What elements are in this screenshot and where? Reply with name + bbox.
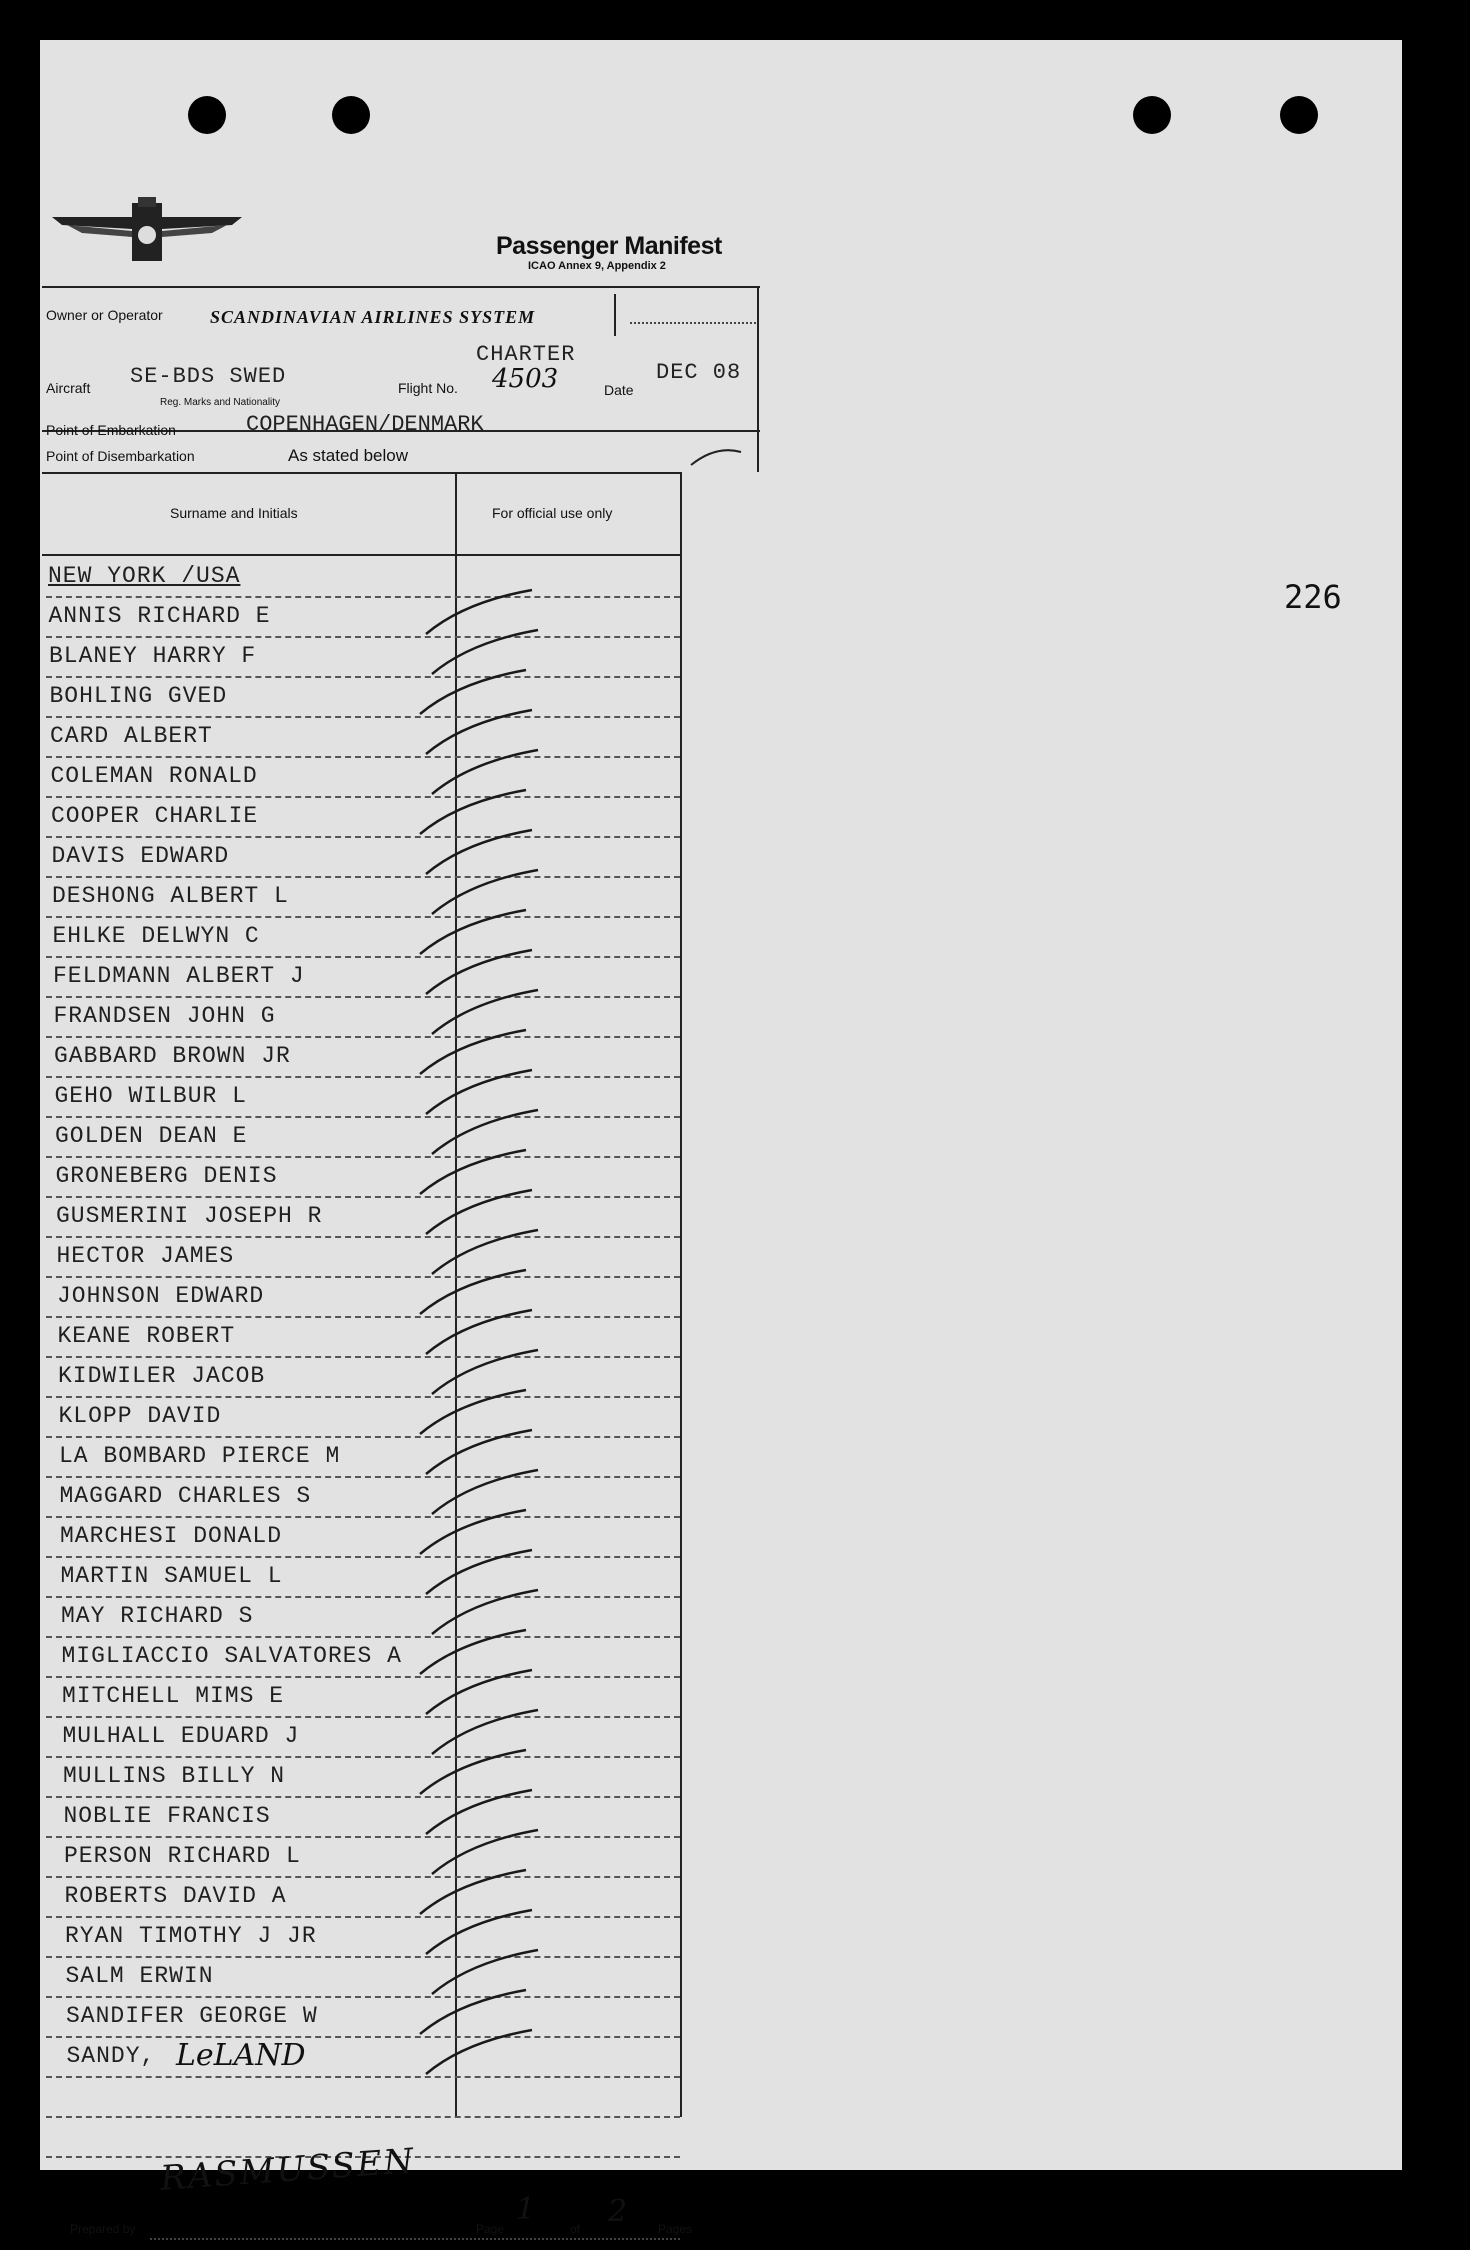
passenger-name: MULLINS BILLY N — [63, 1763, 286, 1789]
airline-wings-logo — [52, 195, 242, 275]
passenger-name: ANNIS RICHARD E — [48, 603, 271, 629]
row-divider — [46, 2036, 680, 2039]
owner-value: SCANDINAVIAN AIRLINES SYSTEM — [210, 307, 536, 327]
passenger-name: CARD ALBERT — [50, 723, 213, 749]
aircraft-label: Aircraft — [46, 380, 91, 396]
row-divider — [46, 1876, 680, 1879]
passenger-name: EHLKE DELWYN C — [52, 923, 260, 949]
passenger-name: MULHALL EDUARD J — [62, 1723, 300, 1749]
disembarkation-value: As stated below — [288, 446, 409, 465]
disembarkation-label: Point of Disembarkation — [46, 448, 195, 464]
aircraft-sublabel: Reg. Marks and Nationality — [160, 397, 281, 408]
punch-hole — [332, 96, 370, 134]
passenger-name: LA BOMBARD PIERCE M — [59, 1443, 341, 1469]
row-divider — [46, 1396, 680, 1399]
row-divider — [46, 1076, 680, 1079]
date-value: DEC 08 — [656, 360, 742, 385]
passenger-name: NEW YORK /USA — [48, 563, 241, 589]
row-divider — [46, 1116, 680, 1119]
passenger-name: BOHLING GVED — [49, 683, 228, 709]
row-divider — [46, 1996, 680, 1999]
divider — [757, 286, 759, 472]
of-value: 2 — [608, 2194, 628, 2229]
row-divider — [46, 1356, 680, 1359]
pages-label: Pages — [658, 2222, 693, 2236]
row-divider — [46, 1196, 680, 1199]
row-divider — [46, 836, 680, 839]
flight-charter: CHARTER — [476, 342, 576, 367]
passenger-name: DAVIS EDWARD — [51, 843, 230, 869]
handwritten-name: LeLAND — [176, 2038, 306, 2073]
divider — [42, 286, 760, 288]
form-subtitle: ICAO Annex 9, Appendix 2 — [528, 260, 666, 272]
row-divider — [46, 2076, 680, 2079]
passenger-name: GABBARD BROWN JR — [54, 1043, 291, 1069]
row-divider — [46, 1476, 680, 1479]
passenger-name: KLOPP DAVID — [58, 1403, 222, 1429]
row-divider — [46, 1956, 680, 1959]
row-divider — [46, 1036, 680, 1039]
punch-hole — [1280, 96, 1318, 134]
passenger-name: GRONEBERG DENIS — [55, 1163, 278, 1189]
passenger-name: DESHONG ALBERT L — [52, 883, 289, 909]
date-label: Date — [604, 382, 634, 398]
row-divider — [46, 1596, 680, 1599]
passenger-name: SANDIFER GEORGE W — [66, 2003, 318, 2029]
passenger-name: JOHNSON EDWARD — [57, 1283, 265, 1309]
row-divider — [46, 636, 680, 639]
aircraft-value: SE-BDS SWED — [130, 364, 287, 389]
embarkation-value: COPENHAGEN/DENMARK — [246, 412, 484, 437]
passenger-name: FRANDSEN JOHN G — [53, 1003, 276, 1029]
row-divider — [46, 1636, 680, 1639]
owner-label: Owner or Operator — [46, 307, 163, 323]
row-divider — [46, 1316, 680, 1319]
row-divider — [46, 1916, 680, 1919]
passenger-name: KIDWILER JACOB — [58, 1363, 266, 1389]
divider — [150, 2238, 680, 2240]
prepared-by-label: Prepared by — [70, 2222, 136, 2236]
punch-hole — [1133, 96, 1171, 134]
surname-column-header: Surname and Initials — [170, 505, 298, 521]
row-divider — [46, 996, 680, 999]
passenger-name: ROBERTS DAVID A — [64, 1883, 287, 1909]
row-divider — [46, 1716, 680, 1719]
passenger-name: MARCHESI DONALD — [60, 1523, 283, 1549]
row-divider — [46, 1796, 680, 1799]
embarkation-label: Point of Embarkation — [46, 422, 176, 438]
passenger-name: MAY RICHARD S — [61, 1603, 254, 1629]
passenger-name: RYAN TIMOTHY J JR — [65, 1923, 317, 1949]
divider — [42, 472, 682, 474]
passenger-name: MITCHELL MIMS E — [62, 1683, 285, 1709]
row-divider — [46, 1676, 680, 1679]
passenger-name: KEANE ROBERT — [57, 1323, 236, 1349]
passenger-name: NOBLIE FRANCIS — [63, 1803, 271, 1829]
passenger-name: FELDMANN ALBERT J — [53, 963, 305, 989]
row-divider — [46, 2116, 680, 2119]
row-divider — [46, 796, 680, 799]
passenger-name: SANDY, — [66, 2043, 156, 2069]
passenger-name: GEHO WILBUR L — [54, 1083, 247, 1109]
flight-value: 4503 — [492, 364, 559, 394]
prepared-by-signature: RASMUSSEN — [158, 2141, 417, 2199]
passenger-name: SALM ERWIN — [65, 1963, 214, 1989]
page-value: 1 — [516, 2192, 536, 2227]
passenger-name: BLANEY HARRY F — [49, 643, 257, 669]
row-divider — [46, 916, 680, 919]
punch-hole — [188, 96, 226, 134]
row-divider — [46, 1836, 680, 1839]
passenger-name: COLEMAN RONALD — [50, 763, 258, 789]
passenger-name: GUSMERINI JOSEPH R — [56, 1203, 323, 1229]
page-stamp-number: 226 — [1284, 578, 1342, 616]
page-label: Page — [476, 2222, 505, 2236]
divider — [614, 294, 616, 336]
official-use-column-header: For official use only — [492, 505, 613, 521]
row-divider — [46, 1436, 680, 1439]
divider — [630, 322, 756, 324]
passenger-name: COOPER CHARLIE — [51, 803, 259, 829]
row-divider — [46, 1756, 680, 1759]
row-divider — [46, 596, 680, 599]
divider — [42, 554, 682, 556]
row-divider — [46, 676, 680, 679]
row-divider — [46, 1276, 680, 1279]
row-divider — [46, 756, 680, 759]
passenger-name: MAGGARD CHARLES S — [59, 1483, 312, 1509]
form-title: Passenger Manifest — [496, 232, 722, 260]
passenger-name: MIGLIACCIO SALVATORES A — [61, 1643, 402, 1669]
passenger-name: MARTIN SAMUEL L — [60, 1563, 283, 1589]
of-label: of — [570, 2222, 581, 2236]
row-divider — [46, 1516, 680, 1519]
row-divider — [46, 1556, 680, 1559]
passenger-name: GOLDEN DEAN E — [55, 1123, 248, 1149]
divider — [680, 472, 682, 2117]
official-check-mark — [424, 2022, 544, 2082]
flight-label: Flight No. — [398, 380, 458, 396]
check-mark — [686, 440, 746, 470]
row-divider — [46, 1236, 680, 1239]
passenger-name: PERSON RICHARD L — [64, 1843, 301, 1869]
passenger-name: HECTOR JAMES — [56, 1243, 235, 1269]
row-divider — [46, 876, 680, 879]
row-divider — [46, 956, 680, 959]
row-divider — [46, 716, 680, 719]
row-divider — [46, 1156, 680, 1159]
